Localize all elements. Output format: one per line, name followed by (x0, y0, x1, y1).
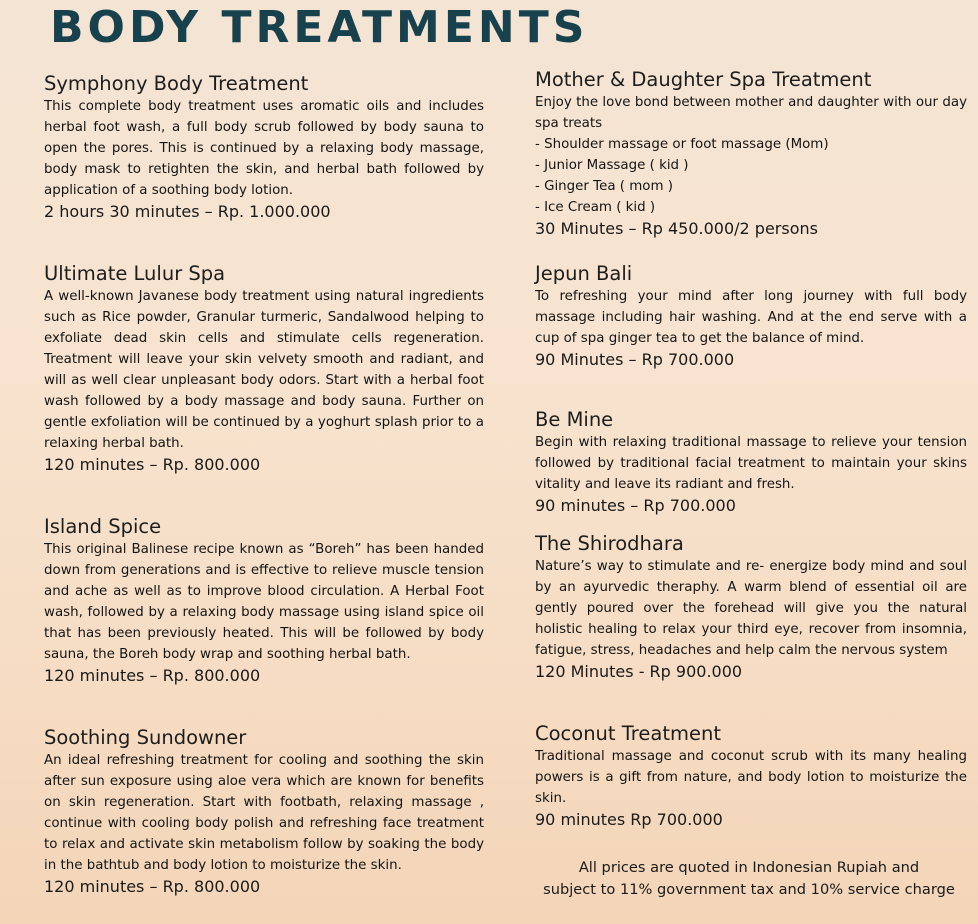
treatment-price: 120 Minutes - Rp 900.000 (535, 662, 743, 681)
treatment-be-mine (535, 408, 967, 516)
treatment-price: 120 minutes – Rp. 800.000 (44, 455, 261, 474)
treatment-name: Be Mine (535, 408, 614, 431)
treatment-shirodhara (535, 532, 967, 682)
treatment-name: Ultimate Lulur Spa (44, 262, 226, 285)
price-disclaimer (520, 857, 978, 901)
treatment-price: 90 minutes – Rp 700.000 (535, 496, 736, 515)
treatment-description: Enjoy the love bond between mother and daughter with our day spa treats (535, 95, 967, 131)
treatment-soothing-sundowner (44, 726, 484, 897)
treatment-bullet: - Ginger Tea ( mom ) (535, 179, 674, 194)
treatment-price: 2 hours 30 minutes – Rp. 1.000.000 (44, 202, 331, 221)
page-title: BODY TREATMENTS (50, 2, 589, 53)
treatment-island-spice (44, 515, 484, 686)
treatment-name: Jepun Bali (535, 262, 633, 285)
treatment-description: A well-known Javanese body treatment using natural ingredients such as Rice powder, Granular turmeric, Sandalwood helping to exfoliate dead skin cells and stimulate cells regeneration. Treatment will leave your skin velvety smooth and radiant, and will as well clear unpleasant body odors. Start with a herbal foot wash followed by a body massage and body sauna. Further on gentle exfoliation will be continued by a yoghurt splash prior to a relaxing herbal bath. (44, 289, 484, 451)
treatment-description: To refreshing your mind after long journey with full body massage including hair washing. And at the end serve with a cup of spa ginger tea to get the balance of mind. (535, 289, 967, 346)
treatment-description: This complete body treatment uses aromatic oils and includes herbal foot wash, a full body scrub followed by body sauna to open the pores. This is continued by a relaxing body massage, body mask to retighten the skin, and herbal bath followed by application of a soothing body lotion. (44, 99, 484, 198)
treatment-symphony-body (44, 72, 484, 222)
treatment-name: Island Spice (44, 515, 162, 538)
treatment-mother-daughter (535, 68, 967, 239)
treatment-name: Coconut Treatment (535, 722, 721, 745)
price-disclaimer-line: All prices are quoted in Indonesian Rupiah and (578, 859, 920, 876)
treatment-description: Begin with relaxing traditional massage to relieve your tension followed by traditional facial treatment to maintain your skins vitality and leave its radiant and fresh. (535, 435, 967, 492)
treatment-ultimate-lulur-spa (44, 262, 484, 475)
treatment-price: 120 minutes – Rp. 800.000 (44, 666, 261, 685)
treatment-bullet: - Shoulder massage or foot massage (Mom) (535, 137, 829, 152)
treatment-bullet: - Junior Massage ( kid ) (535, 158, 689, 173)
treatment-description: Nature’s way to stimulate and re- energize body mind and soul by an ayurvedic theraphy. A warm blend of essential oil are gently poured over the forehead will give you the natural holistic healing to relax your third eye, recover from insomnia, fatigue, stress, headaches and help calm the nervous system (535, 559, 967, 658)
treatment-price: 30 Minutes – Rp 450.000/2 persons (535, 219, 818, 238)
treatment-name: The Shirodhara (535, 532, 684, 555)
treatment-jepun-bali (535, 262, 967, 370)
treatment-price: 90 minutes Rp 700.000 (535, 810, 723, 829)
treatment-coconut (535, 722, 967, 830)
treatment-price: 120 minutes – Rp. 800.000 (44, 877, 261, 896)
treatment-name: Mother & Daughter Spa Treatment (535, 68, 872, 91)
price-disclaimer-line: subject to 11% government tax and 10% service charge (543, 881, 955, 898)
treatment-name: Soothing Sundowner (44, 726, 247, 749)
treatment-description: Traditional massage and coconut scrub with its many healing powers is a gift from nature, and body lotion to moisturize the skin. (535, 749, 967, 806)
treatment-price: 90 Minutes – Rp 700.000 (535, 350, 735, 369)
treatment-description: This original Balinese recipe known as “Boreh” has been handed down from generations and is effective to relieve muscle tension and ache as well as to improve blood circulation. A Herbal Foot wash, followed by a relaxing body massage using island spice oil that has been previously heated. This will be followed by body sauna, the Boreh body wrap and soothing herbal bath. (44, 542, 484, 662)
treatment-name: Symphony Body Treatment (44, 72, 309, 95)
treatment-bullet: - Ice Cream ( kid ) (535, 200, 656, 215)
treatment-description: An ideal refreshing treatment for cooling and soothing the skin after sun exposure using aloe vera which are known for benefits on skin regeneration. Start with footbath, relaxing massage , continue with cooling body polish and refreshing face treatment to relax and activate skin metabolism follow by soaking the body in the bathtub and body lotion to moisturize the skin. (44, 753, 484, 873)
